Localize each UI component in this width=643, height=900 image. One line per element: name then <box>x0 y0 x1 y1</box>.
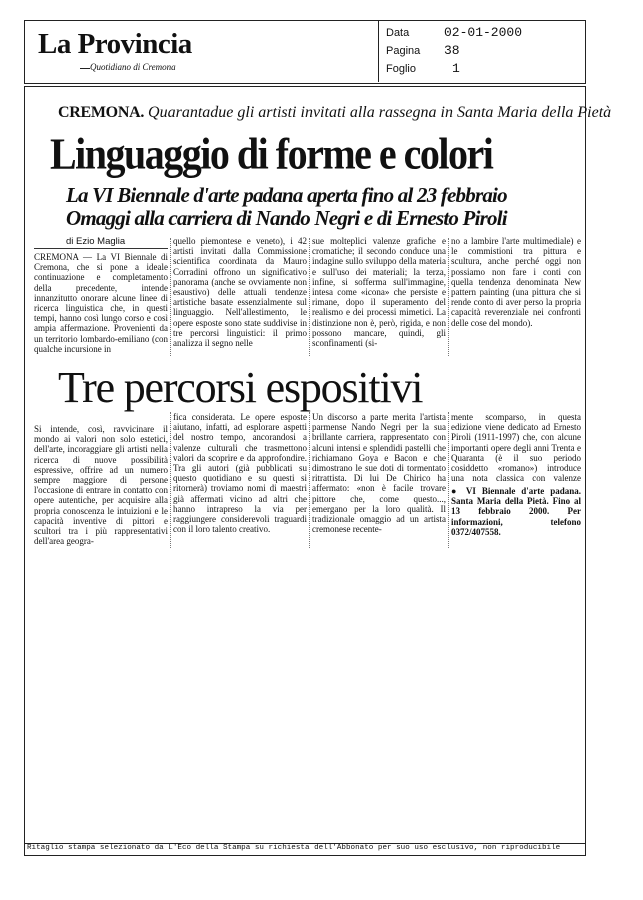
headline: Linguaggio di forme e colori <box>50 129 493 179</box>
byline: di Ezio Maglia <box>66 236 126 247</box>
kicker-place: CREMONA. <box>58 104 145 121</box>
column-rule <box>309 238 310 356</box>
bottom-column-2: fica considerata. Le opere esposte aiutano, infatti, ad esplorare aspetti del nostro tempo, ancorandosi a valenze culturali che trasmettono valori da scoprire e da approfondire. Tra gli autori (già pubblicati su questo quotidiano e su questi si ritornerà) troviamo nomi di maestri già affermati vicino ad altri che hanno intrapreso la via per raggiungere considerevoli traguardi con il loro talento creativo. <box>173 412 307 535</box>
masthead-subtitle: Quotidiano di Cremona <box>90 62 176 72</box>
top-column-3: sue molteplici valenze grafiche e cromatiche; il secondo conduce una indagine sullo sviluppo della materia e sull'uso dei materiali; la terza, infine, si sofferma sull'immagine, intesa come «icona» che persiste e rimane, dopo il superamento del realismo e dei processi mimetici. La distinzione non è, però, rigida, e non possono mancare, quindi, gli sconfinamenti (si- <box>312 236 446 349</box>
masthead-rule <box>80 68 90 69</box>
column-rule <box>170 238 171 356</box>
subhead-1: La VI Biennale d'arte padana aperta fino al 23 febbraio <box>66 183 507 207</box>
section-head: Tre percorsi espositivi <box>58 363 423 412</box>
column-rule <box>448 412 449 548</box>
sheet-value: 1 <box>452 61 460 76</box>
header-divider <box>378 20 379 82</box>
footer-text: Ritaglio stampa selezionato da L'Eco della Stampa su richiesta dell'Abbonato per suo uso esclusivo, non riproducibile <box>27 844 561 852</box>
column-rule <box>448 238 449 356</box>
date-value: 02-01-2000 <box>444 25 523 40</box>
column-rule <box>170 412 171 548</box>
sheet-label: Foglio <box>386 63 416 75</box>
kicker <box>58 104 611 122</box>
bottom-column-3: Un discorso a parte merita l'artista parmense Nando Negri per la sua brillante carriera, rappresentato con alcuni intensi e splendidi pastelli che richiamano Goya e Bacon e che dimostrano le sue doti di tormentato ritrattista. Di lui De Chirico ha affermato: «non è facile trovare pittore che, come questo..., emergano per la loro qualità. Il tradizionale omaggio ad un artista cremonese recente- <box>312 412 446 535</box>
masthead-title: La Provincia <box>38 28 192 60</box>
top-column-4: no a lambire l'arte multimediale) e le commistioni tra pittura e scultura, anche perché oggi non possiamo non fare i conti con quella tendenza denominata New pattern painting (una pittura che si rende conto di aver perso la propria capacità reverenziale nei confronti delle cose del mondo). <box>451 236 581 328</box>
bottom-column-1: Si intende, così, ravvicinare il mondo ai valori non solo estetici, dell'arte, incoraggiare gli artisti nella ricerca di nuove possibilità espressive, offrire ad un numero sempre maggiore di persone l'occasione di entrare in contatto con opere autentiche, per acquisire alla propria conoscenza le intuizioni e le capacità inventive di pittori e scultori tra i più rappresentativi dell'area geogra- <box>34 424 168 547</box>
subhead-2: Omaggi alla carriera di Nando Negri e di Ernesto Piroli <box>66 206 507 230</box>
byline-rule <box>34 248 168 249</box>
page-label: Pagina <box>386 45 421 57</box>
page-value: 38 <box>444 43 460 58</box>
top-column-1: CREMONA — La VI Biennale di Cremona, che si pone a ideale continuazione e completamento della precedente, intende innanzitutto onorare alcune linee di ricerca linguistica che, in questi tempi, hanno così lungo corso e così ampia affermazione. Provenienti da un territorio lombardo-emiliano (con qualche incursione in <box>34 252 168 354</box>
top-column-2: quello piemontese e veneto), i 42 artisti invitati dalla Commissione scientifica coordinata da Mauro Corradini offrono un significativo panorama (anche se ovviamente non esaustivo) delle attuali tendenze artistiche basate essenzialmente sul linguaggio. Nell'allestimento, le opere esposte sono state suddivise in tre percorsi linguistici: il primo analizza il segno nelle <box>173 236 307 349</box>
date-label: Data <box>386 27 410 39</box>
info-box: ● VI Biennale d'arte padana. Santa Maria della Pietà. Fino al 13 febbraio 2000. Per informazioni, telefono 0372/407558. <box>451 486 581 537</box>
bottom-column-4: mente scomparso, in questa edizione viene dedicato ad Ernesto Piroli (1911-1997) che, con alcune importanti opere degli anni Trenta e Quaranta (è il suo periodo cosiddetto «romano») introduce una nota classica con valenze <box>451 412 581 484</box>
column-rule <box>309 412 310 548</box>
kicker-text: Quarantadue gli artisti invitati alla rassegna in Santa Maria della Pietà <box>148 104 612 121</box>
